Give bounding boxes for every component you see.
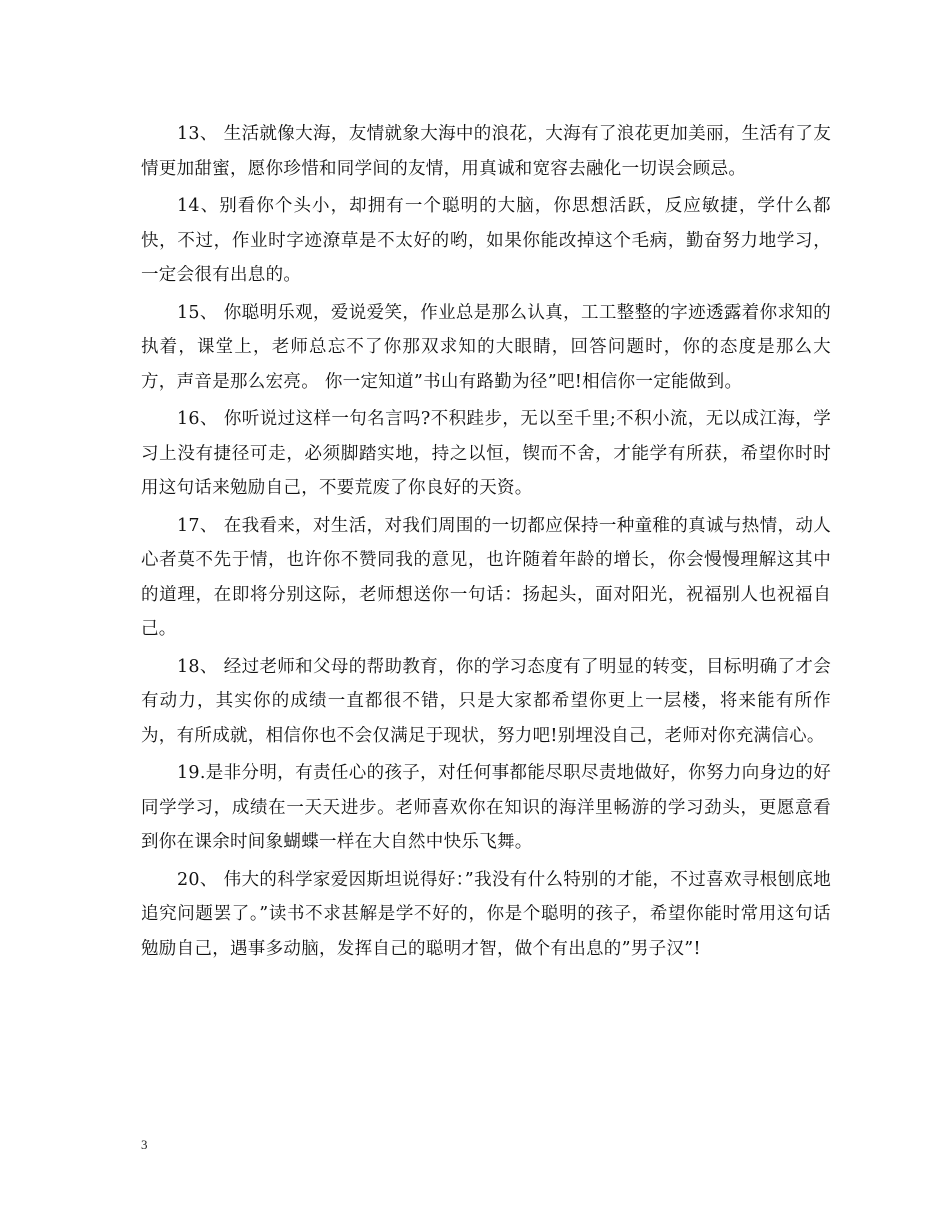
page-number: 3 — [141, 1137, 148, 1152]
comment-paragraph-15: 15、 你聪明乐观，爱说爱笑，作业总是那么认真，工工整整的字迹透露着你求知的执着，课堂上，老师总忘不了你那双求知的大眼睛，回答问题时，你的态度是那么大方，声音是那么宏亮。 你一定知道”书山有路勤为径”吧!相信你一定能做到。 — [141, 302, 831, 392]
comment-paragraph-18: 18、 经过老师和父母的帮助教育，你的学习态度有了明显的转变，目标明确了才会有动力，其实你的成绩一直都很不错，只是大家都希望你更上一层楼，将来能有所作为，有所成就，相信你也不会仅满足于现状，努力吧!别埋没自己，老师对你充满信心。 — [141, 656, 831, 746]
comment-paragraph-17: 17、 在我看来，对生活，对我们周围的一切都应保持一种童稚的真诚与热情，动人心者莫不先于情，也许你不赞同我的意见，也许随着年龄的增长，你会慢慢理解这其中的道理，在即将分别这际，老师想送你一句话：扬起头，面对阳光，祝福别人也祝福自己。 — [141, 515, 831, 639]
comment-paragraph-13: 13、 生活就像大海，友情就象大海中的浪花，大海有了浪花更加美丽，生活有了友情更加甜蜜，愿你珍惜和同学间的友情，用真诚和宽容去融化一切误会顾忌。 — [141, 124, 831, 179]
comment-paragraph-20: 20、 伟大的科学家爱因斯坦说得好：”我没有什么特别的才能，不过喜欢寻根刨底地追究问题罢了。”读书不求甚解是学不好的，你是个聪明的孩子，希望你能时常用这句话勉励自己，遇事多动脑，发挥自己的聪明才智，做个有出息的”男子汉”! — [141, 869, 831, 959]
comment-paragraph-16: 16、 你听说过这样一句名言吗?不积跬步，无以至千里;不积小流，无以成江海，学习上没有捷径可走，必须脚踏实地，持之以恒，锲而不舍，才能学有所获，希望你时时用这句话来勉励自己，不要荒废了你良好的天资。 — [141, 409, 831, 498]
document-body — [141, 117, 831, 969]
comment-paragraph-14: 14、别看你个头小，却拥有一个聪明的大脑，你思想活跃，反应敏捷，学什么都快，不过，作业时字迹潦草是不太好的哟，如果你能改掉这个毛病，勤奋努力地学习，一定会很有出息的。 — [141, 196, 831, 285]
comment-paragraph-19: 19.是非分明，有责任心的孩子，对任何事都能尽职尽责地做好，你努力向身边的好同学学习，成绩在一天天进步。老师喜欢你在知识的海洋里畅游的学习劲头，更愿意看到你在课余时间象蝴蝶一样在大自然中快乐飞舞。 — [141, 763, 831, 852]
